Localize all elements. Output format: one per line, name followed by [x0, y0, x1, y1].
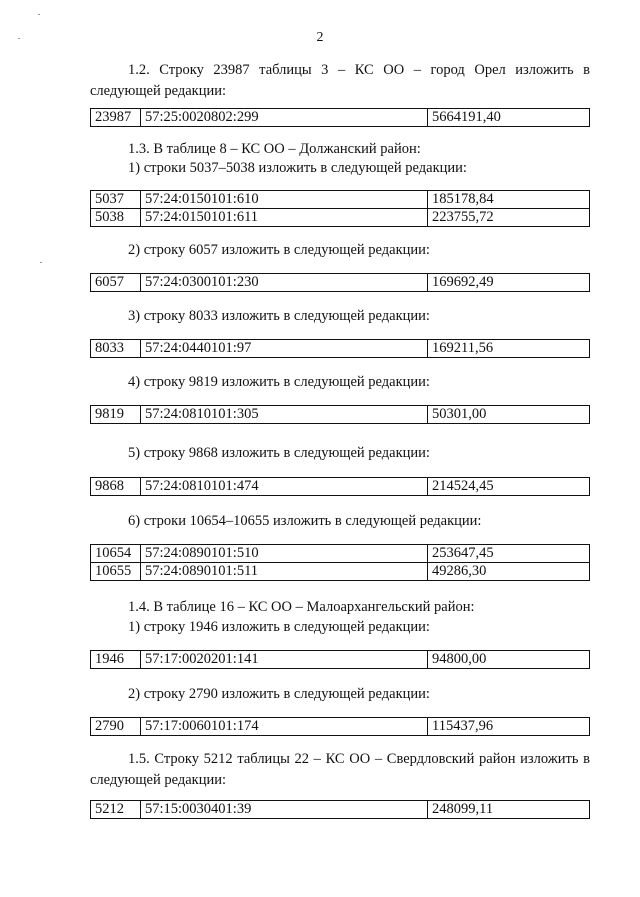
value-cell: 214524,45: [428, 478, 590, 496]
cadastral-number-cell: 57:25:0020802:299: [141, 109, 428, 127]
table-row: [91, 478, 590, 496]
scan-mark: [18, 38, 20, 39]
row-number-cell: 23987: [91, 109, 141, 127]
table-1-5: [90, 800, 590, 819]
table-row: [91, 274, 590, 292]
cadastral-number-cell: 57:24:0890101:510: [141, 545, 428, 563]
paragraph-item-2: 2) строку 6057 изложить в следующей редакции:: [128, 242, 430, 258]
table-row: [91, 191, 590, 209]
cadastral-number-cell: 57:24:0440101:97: [141, 340, 428, 358]
table-row: [91, 718, 590, 736]
cadastral-number-cell: 57:24:0150101:610: [141, 191, 428, 209]
row-number-cell: 9819: [91, 406, 141, 424]
cadastral-number-cell: 57:17:0060101:174: [141, 718, 428, 736]
cadastral-number-cell: 57:24:0810101:474: [141, 478, 428, 496]
row-number-cell: 5038: [91, 209, 141, 227]
table-row: [91, 545, 590, 563]
table-item-5: [90, 477, 590, 496]
value-cell: 169211,56: [428, 340, 590, 358]
table-1-4-2: [90, 717, 590, 736]
value-cell: 94800,00: [428, 651, 590, 669]
value-cell: 223755,72: [428, 209, 590, 227]
row-number-cell: 9868: [91, 478, 141, 496]
table-1-3-1: [90, 190, 590, 227]
paragraph-item-3: 3) строку 8033 изложить в следующей редакции:: [128, 308, 430, 324]
scan-mark: [38, 14, 40, 15]
value-cell: 169692,49: [428, 274, 590, 292]
paragraph-1-3-item-1: 1) строки 5037–5038 изложить в следующей редакции:: [128, 160, 467, 176]
table-row: [91, 651, 590, 669]
paragraph-1-4-item-1: 1) строку 1946 изложить в следующей редакции:: [128, 619, 430, 635]
scan-mark: [40, 262, 42, 263]
cadastral-number-cell: 57:24:0810101:305: [141, 406, 428, 424]
table-item-4: [90, 405, 590, 424]
row-number-cell: 10654: [91, 545, 141, 563]
table-row: [91, 109, 590, 127]
cadastral-number-cell: 57:24:0300101:230: [141, 274, 428, 292]
cadastral-number-cell: 57:24:0890101:511: [141, 563, 428, 581]
paragraph-1-2: 1.2. Строку 23987 таблицы 3 – КС ОО – город Орел изложить в следующей редакции:: [90, 62, 590, 99]
paragraph-item-6: 6) строки 10654–10655 изложить в следующей редакции:: [128, 513, 482, 529]
cadastral-number-cell: 57:17:0020201:141: [141, 651, 428, 669]
paragraph-1-5: 1.5. Строку 5212 таблицы 22 – КС ОО – Свердловский район изложить в следующей редакции:: [90, 751, 590, 788]
paragraph-1-4: 1.4. В таблице 16 – КС ОО – Малоархангельский район:: [128, 599, 475, 615]
row-number-cell: 2790: [91, 718, 141, 736]
row-number-cell: 10655: [91, 563, 141, 581]
row-number-cell: 5212: [91, 801, 141, 819]
paragraph-item-5: 5) строку 9868 изложить в следующей редакции:: [128, 445, 430, 461]
value-cell: 248099,11: [428, 801, 590, 819]
paragraph-item-4: 4) строку 9819 изложить в следующей редакции:: [128, 374, 430, 390]
value-cell: 49286,30: [428, 563, 590, 581]
table-row: [91, 340, 590, 358]
table-1-4-1: [90, 650, 590, 669]
value-cell: 50301,00: [428, 406, 590, 424]
value-cell: 253647,45: [428, 545, 590, 563]
cadastral-number-cell: 57:24:0150101:611: [141, 209, 428, 227]
table-row: [91, 563, 590, 581]
row-number-cell: 8033: [91, 340, 141, 358]
table-item-3: [90, 339, 590, 358]
paragraph-1-3: 1.3. В таблице 8 – КС ОО – Должанский район:: [128, 141, 421, 157]
table-1-2: [90, 108, 590, 127]
row-number-cell: 1946: [91, 651, 141, 669]
page-number: 2: [316, 30, 324, 45]
row-number-cell: 5037: [91, 191, 141, 209]
table-item-2: [90, 273, 590, 292]
paragraph-1-4-item-2: 2) строку 2790 изложить в следующей редакции:: [128, 686, 430, 702]
table-item-6: [90, 544, 590, 581]
table-row: [91, 406, 590, 424]
table-row: [91, 801, 590, 819]
table-row: [91, 209, 590, 227]
row-number-cell: 6057: [91, 274, 141, 292]
value-cell: 115437,96: [428, 718, 590, 736]
value-cell: 185178,84: [428, 191, 590, 209]
value-cell: 5664191,40: [428, 109, 590, 127]
cadastral-number-cell: 57:15:0030401:39: [141, 801, 428, 819]
